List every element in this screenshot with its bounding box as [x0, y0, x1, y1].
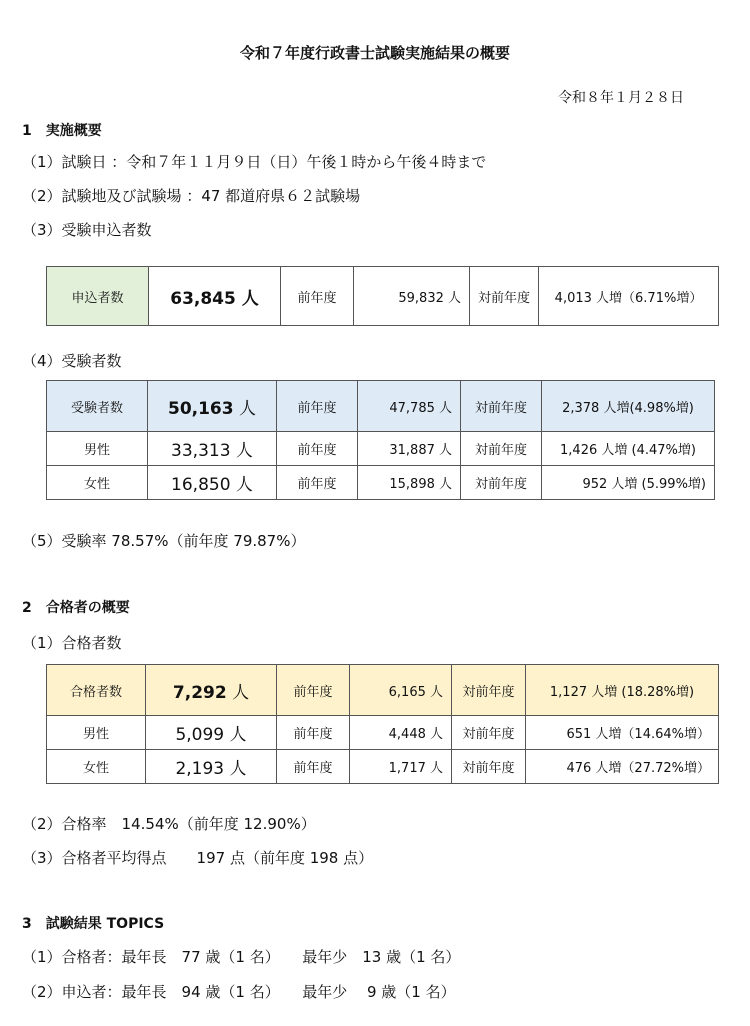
examinees-female-label: 女性	[47, 466, 148, 500]
examinees-cmp-value: 2,378 人増(4.98%増)	[542, 381, 715, 432]
examinees-value-unit: 人	[233, 398, 256, 419]
applicants-value-number: 63,845	[170, 288, 236, 309]
applicants-prev-label: 前年度	[281, 267, 354, 326]
passers-value-number: 7,292	[172, 682, 227, 703]
passers-female-prev-label: 前年度	[277, 750, 350, 784]
examinees-prev-value: 47,785 人	[358, 381, 461, 432]
table-row	[47, 466, 715, 500]
passers-male-value: 5,099 人	[146, 716, 277, 750]
section-2-item-1: （1）合格者数	[22, 634, 122, 652]
section-3-item-2: （2）申込者：最年長 94 歳（1 名） 最年少 9 歳（1 名）	[22, 983, 456, 1001]
table-row	[47, 267, 719, 326]
passers-prev-value: 6,165 人	[350, 665, 452, 716]
section-1-item-5: （5）受験率 78.57%（前年度 79.87%）	[22, 532, 306, 550]
passers-female-label: 女性	[47, 750, 146, 784]
applicants-cmp-value: 4,013 人増（6.71%増）	[539, 267, 719, 326]
passers-cmp-label: 対前年度	[452, 665, 526, 716]
passers-female-cmp-value: 476 人増（27.72%増）	[526, 750, 719, 784]
applicants-value	[149, 267, 281, 326]
examinees-value	[148, 381, 277, 432]
document-date: 令和８年１月２８日	[558, 90, 684, 106]
passers-male-prev-value: 4,448 人	[350, 716, 452, 750]
examinees-prev-label: 前年度	[277, 381, 358, 432]
passers-female-prev-value: 1,717 人	[350, 750, 452, 784]
examinees-female-value: 16,850 人	[148, 466, 277, 500]
examinees-cmp-label: 対前年度	[461, 381, 542, 432]
examinees-value-number: 50,163	[167, 398, 234, 419]
examinees-table	[46, 380, 715, 500]
passers-table	[46, 664, 719, 784]
passers-female-cmp-label: 対前年度	[452, 750, 526, 784]
section-3-item-1: （1）合格者：最年長 77 歳（1 名） 最年少 13 歳（1 名）	[22, 948, 461, 966]
examinees-female-prev-value: 15,898 人	[358, 466, 461, 500]
examinees-male-label: 男性	[47, 432, 148, 466]
passers-prev-label: 前年度	[277, 665, 350, 716]
section-1-item-3: （3）受験申込者数	[22, 221, 152, 239]
section-1-heading: 1 実施概要	[22, 123, 102, 139]
examinees-female-cmp-value: 952 人増 (5.99%増)	[542, 466, 715, 500]
passers-female-value: 2,193 人	[146, 750, 277, 784]
section-1-item-4: （4）受験者数	[22, 352, 122, 370]
examinees-male-prev-label: 前年度	[277, 432, 358, 466]
passers-male-prev-label: 前年度	[277, 716, 350, 750]
passers-value-unit: 人	[226, 682, 250, 703]
section-1-item-1: （1）試験日 ：令和７年１１月９日（日）午後１時から午後４時まで	[22, 153, 487, 171]
passers-male-cmp-label: 対前年度	[452, 716, 526, 750]
applicants-cmp-label: 対前年度	[470, 267, 539, 326]
table-row	[47, 432, 715, 466]
examinees-female-prev-label: 前年度	[277, 466, 358, 500]
applicants-prev-value: 59,832 人	[354, 267, 470, 326]
table-row	[47, 750, 719, 784]
document-title: 令和７年度行政書士試験実施結果の概要	[239, 44, 510, 62]
examinees-male-cmp-label: 対前年度	[461, 432, 542, 466]
examinees-female-cmp-label: 対前年度	[461, 466, 542, 500]
examinees-male-prev-value: 31,887 人	[358, 432, 461, 466]
passers-cmp-value: 1,127 人増 (18.28%増)	[526, 665, 719, 716]
table-row	[47, 665, 719, 716]
passers-label: 合格者数	[47, 665, 146, 716]
examinees-male-value: 33,313 人	[148, 432, 277, 466]
applicants-table	[46, 266, 719, 326]
section-2-heading: 2 合格者の概要	[22, 600, 130, 616]
section-2-item-3: （3）合格者平均得点 197 点（前年度 198 点）	[22, 849, 374, 867]
section-1-item-2: （2）試験地及び試験場 ：47 都道府県６２試験場	[22, 187, 361, 205]
table-row	[47, 381, 715, 432]
passers-value	[146, 665, 277, 716]
passers-male-cmp-value: 651 人増（14.64%増）	[526, 716, 719, 750]
examinees-label: 受験者数	[47, 381, 148, 432]
applicants-label: 申込者数	[47, 267, 149, 326]
section-3-heading: 3 試験結果 TOPICS	[22, 916, 165, 932]
section-2-item-2: （2）合格率 14.54%（前年度 12.90%）	[22, 815, 316, 833]
applicants-value-unit: 人	[235, 288, 259, 309]
passers-male-label: 男性	[47, 716, 146, 750]
table-row	[47, 716, 719, 750]
examinees-male-cmp-value: 1,426 人増 (4.47%増)	[542, 432, 715, 466]
